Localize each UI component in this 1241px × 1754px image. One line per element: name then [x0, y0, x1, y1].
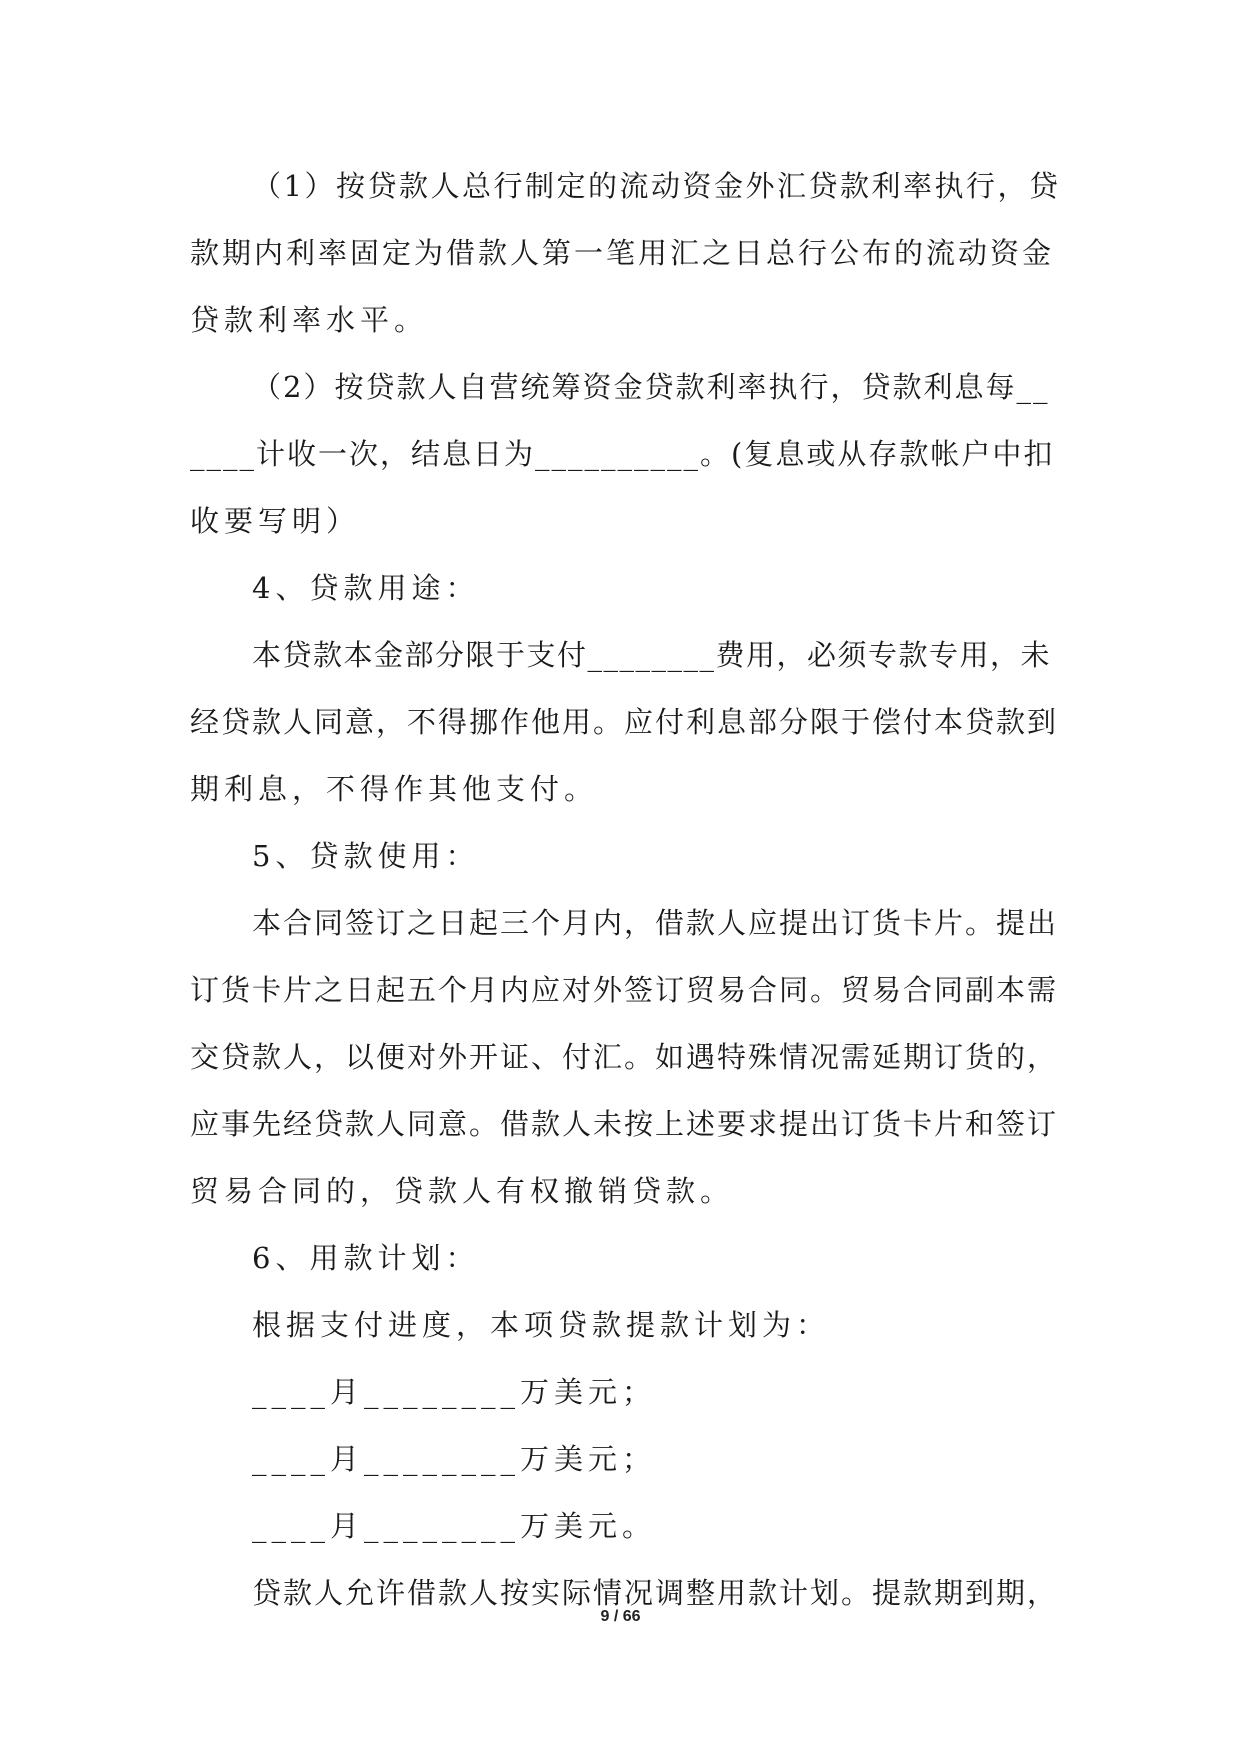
text-line: 订货卡片之日起五个月内应对外签订贸易合同。贸易合同副本需 — [190, 973, 1059, 1007]
text-line: 贷款利率水平。 — [190, 303, 429, 337]
text-line: （1）按贷款人总行制定的流动资金外汇贷款利率执行，贷 — [252, 169, 1061, 203]
document-body — [190, 153, 1060, 1627]
text-line: 贷款人允许借款人按实际情况调整用款计划。提款期到期， — [252, 1576, 1059, 1610]
text-line: 款期内利率固定为借款人第一笔用汇之日总行公布的流动资金 — [190, 236, 1055, 270]
text-line: 交贷款人，以便对外开证、付汇。如遇特殊情况需延期订货的， — [190, 1040, 1059, 1074]
text-line: 本合同签订之日起三个月内，借款人应提出订货卡片。提出 — [252, 906, 1059, 940]
text-line: 贸易合同的，贷款人有权撤销贷款。 — [190, 1174, 735, 1208]
text-line: ____计收一次，结息日为__________。(复息或从存款帐户中扣 — [190, 437, 1055, 471]
text-line: 本贷款本金部分限于支付________费用，必须专款专用，未 — [252, 638, 1052, 672]
text-line: 收要写明） — [190, 504, 361, 538]
text-line: 期利息，不得作其他支付。 — [190, 772, 599, 806]
text-line: 4、贷款用途： — [252, 571, 480, 605]
page-number: 9 / 66 — [600, 1608, 641, 1625]
text-line: 5、贷款使用： — [252, 839, 480, 873]
text-line: 根据支付进度，本项贷款提款计划为： — [252, 1308, 831, 1342]
text-line: ____月________万美元； — [252, 1442, 657, 1476]
text-line: 经贷款人同意，不得挪作他用。应付利息部分限于偿付本贷款到 — [190, 705, 1059, 739]
text-line: ____月________万美元； — [252, 1375, 657, 1409]
text-line: 6、用款计划： — [252, 1241, 480, 1275]
text-line: （2）按贷款人自营统筹资金贷款利率执行，贷款利息每__ — [252, 370, 1050, 404]
text-line: ____月________万美元。 — [252, 1509, 657, 1543]
text-line: 应事先经贷款人同意。借款人未按上述要求提出订货卡片和签订 — [190, 1107, 1059, 1141]
